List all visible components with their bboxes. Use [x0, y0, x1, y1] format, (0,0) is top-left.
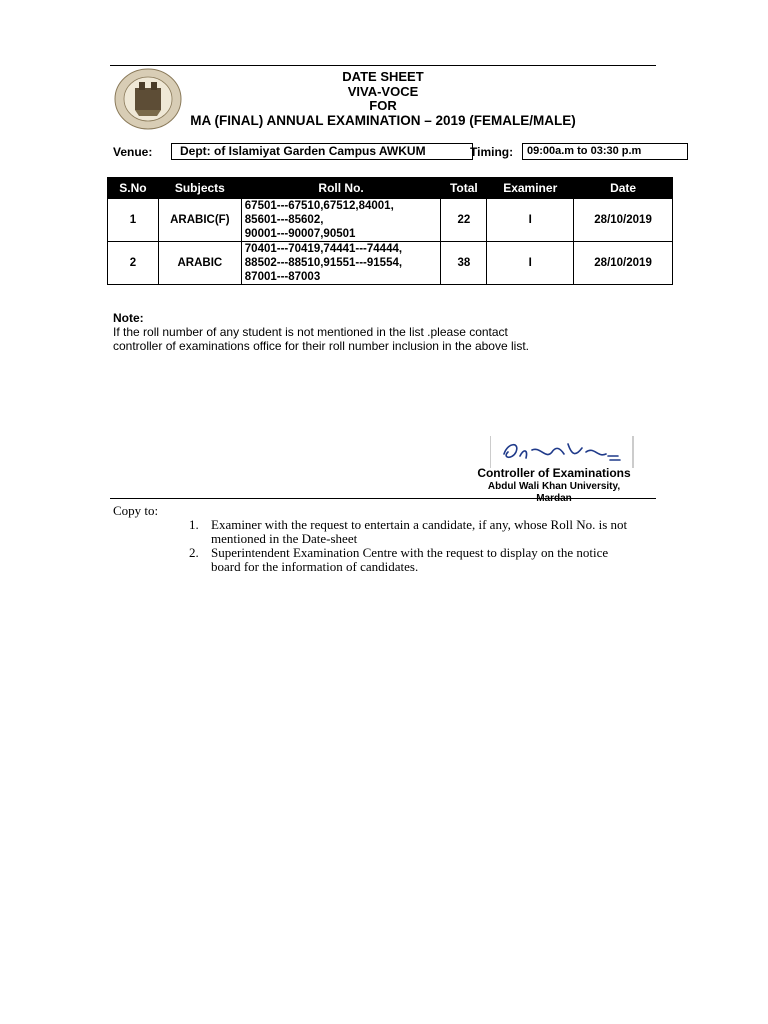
- col-header-date: Date: [574, 178, 673, 199]
- note-line: If the roll number of any student is not mentioned in the list .please contact: [113, 325, 508, 339]
- roll-line: 88502---88510,91551---91554,: [244, 257, 403, 269]
- cell-date: 28/10/2019: [574, 242, 673, 285]
- signature-image: [490, 436, 634, 468]
- cell-examiner: I: [487, 199, 574, 242]
- cell-sno: 1: [108, 199, 159, 242]
- list-text: Superintendent Examination Centre with the request to display on the notice board for the information of candidates.: [211, 545, 609, 574]
- schedule-table: [107, 177, 673, 285]
- note-title: Note:: [113, 311, 144, 325]
- roll-line: 90001---90007,90501: [244, 228, 356, 240]
- table-row: [108, 242, 673, 285]
- cell-roll: [241, 199, 441, 242]
- cell-roll: [241, 242, 441, 285]
- col-header-roll: Roll No.: [241, 178, 441, 199]
- table-header-row: [108, 178, 673, 199]
- roll-line: 67501---67510,67512,84001,: [244, 200, 394, 212]
- timing-label: Timing:: [470, 145, 514, 159]
- col-header-total: Total: [441, 178, 487, 199]
- signatory-title: Controller of Examinations: [477, 466, 631, 480]
- header-subtitle: VIVA-VOCE: [347, 83, 419, 99]
- note-section: [113, 311, 529, 353]
- bottom-rule: [110, 498, 656, 499]
- cell-total: 38: [441, 242, 487, 285]
- header-exam: MA (FINAL) ANNUAL EXAMINATION – 2019 (FEMALE/MALE): [190, 112, 576, 128]
- header-for: FOR: [369, 98, 397, 113]
- copy-to-label: Copy to:: [113, 503, 159, 518]
- cell-sno: 2: [108, 242, 159, 285]
- col-header-subjects: Subjects: [158, 178, 241, 199]
- table-row: [108, 199, 673, 242]
- list-item: [189, 518, 639, 546]
- organization-line: [470, 493, 638, 505]
- cell-subject: ARABIC: [158, 242, 241, 285]
- header-title: DATE SHEET: [342, 69, 424, 84]
- cell-total: 22: [441, 199, 487, 242]
- list-number: 2.: [189, 545, 199, 560]
- organization-line: Abdul Wali Khan University,: [487, 481, 621, 492]
- list-text: Examiner with the request to entertain a candidate, if any, whose Roll No. is not mentioned in the Date-sheet: [211, 517, 628, 546]
- document-header: [110, 70, 656, 128]
- venue-timing-row: [113, 143, 673, 161]
- roll-line: 87001---87003: [244, 271, 321, 283]
- timing-value: 09:00a.m to 03:30 p.m: [522, 143, 688, 160]
- list-number: 1.: [189, 517, 199, 532]
- cell-examiner: I: [487, 242, 574, 285]
- col-header-sno: S.No: [108, 178, 159, 199]
- signatory-organization: [470, 481, 638, 505]
- venue-label: Venue:: [113, 145, 153, 159]
- col-header-examiner: Examiner: [487, 178, 574, 199]
- copy-to-list: [189, 518, 639, 574]
- venue-value: Dept: of Islamiyat Garden Campus AWKUM: [171, 143, 473, 160]
- note-line: controller of examinations office for their roll number inclusion in the above list.: [113, 339, 529, 353]
- roll-line: 85601---85602,: [244, 214, 324, 226]
- top-rule: [110, 65, 656, 66]
- cell-subject: ARABIC(F): [158, 199, 241, 242]
- cell-date: 28/10/2019: [574, 199, 673, 242]
- roll-line: 70401---70419,74441---74444,: [244, 243, 403, 255]
- list-item: [189, 546, 639, 574]
